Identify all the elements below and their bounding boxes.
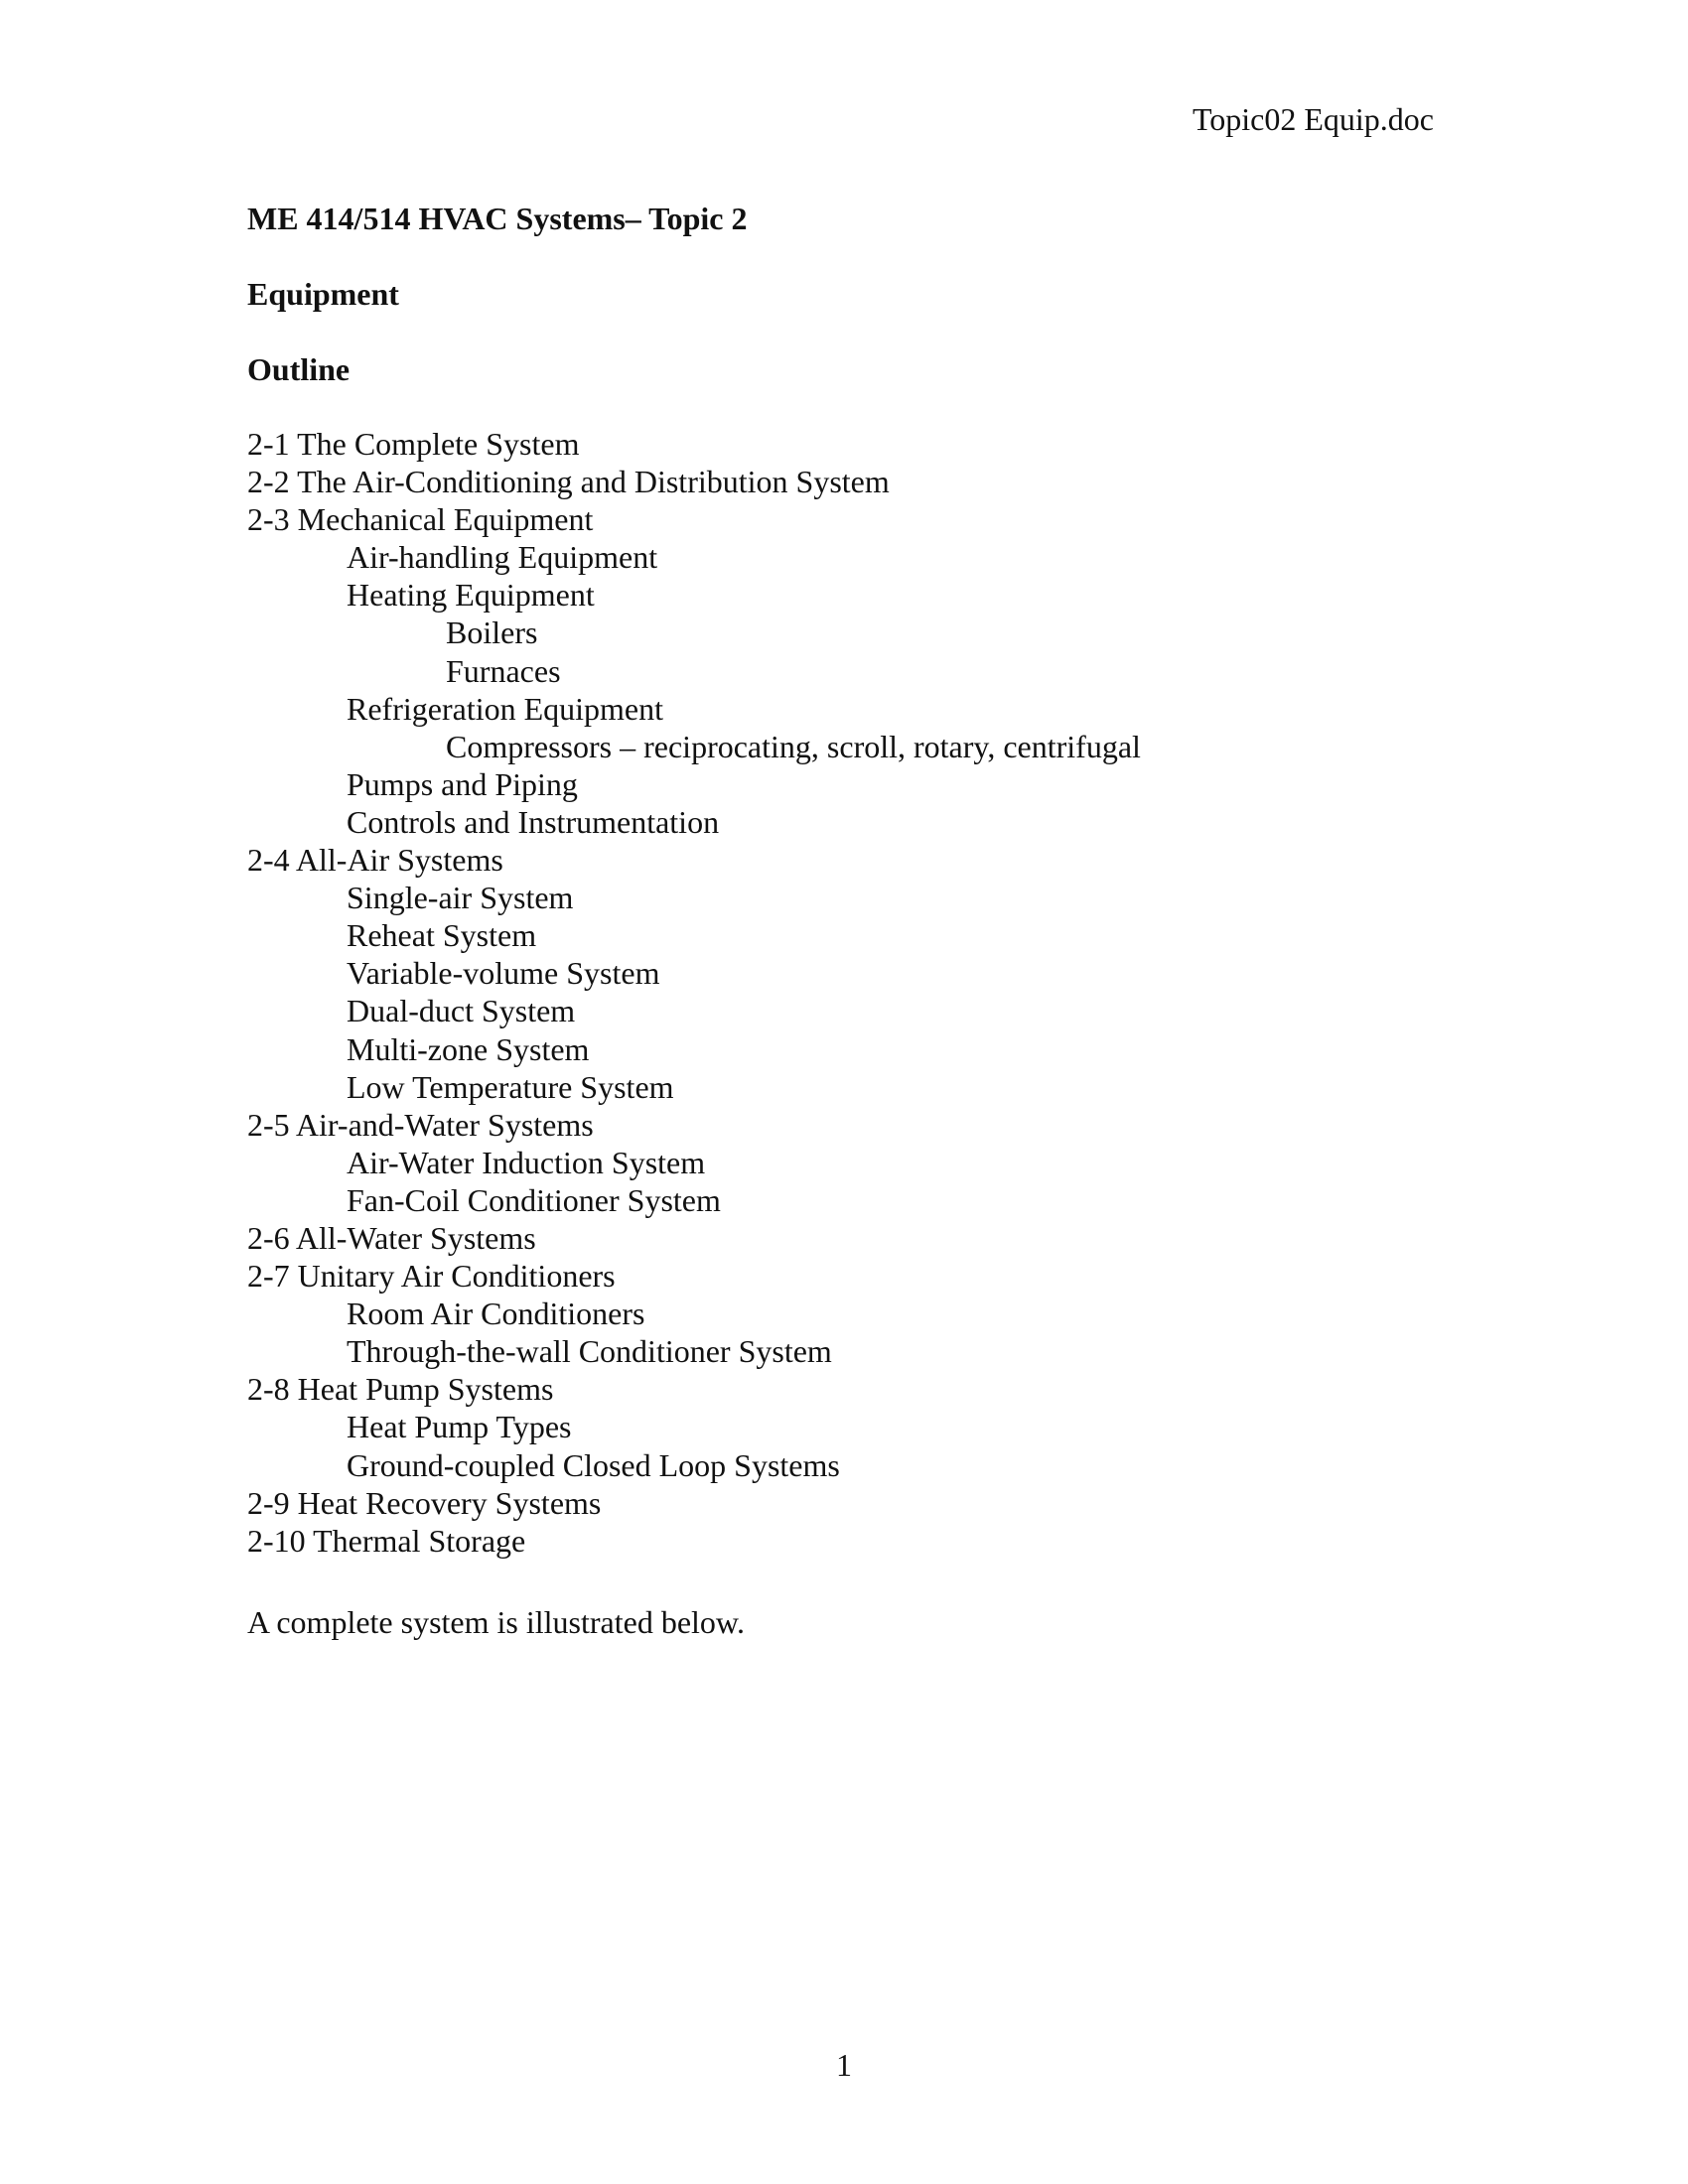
outline-subsection: Refrigeration Equipment — [347, 690, 664, 727]
outline-subsection: Air-Water Induction System — [347, 1144, 706, 1180]
outline-subsubsection: Compressors – reciprocating, scroll, rotary, centrifugal — [446, 728, 1141, 764]
outline-section: 2-6 All-Water Systems — [247, 1219, 536, 1256]
outline-section: 2-1 The Complete System — [247, 426, 580, 462]
outline-section: 2-4 All-Air Systems — [247, 842, 503, 879]
outline-section: 2-10 Thermal Storage — [247, 1522, 526, 1559]
outline-subsection: Air-handling Equipment — [347, 539, 658, 576]
outline-section: 2-3 Mechanical Equipment — [247, 501, 594, 538]
outline-subsection: Room Air Conditioners — [347, 1296, 645, 1332]
outline-subsection: Reheat System — [347, 917, 537, 954]
outline-subsection: Heating Equipment — [347, 577, 595, 614]
outline-subsection: Multi-zone System — [347, 1030, 590, 1067]
outline-section: 2-2 The Air-Conditioning and Distribution System — [247, 464, 890, 500]
outline-section: 2-5 Air-and-Water Systems — [247, 1106, 594, 1143]
outline-subsection: Single-air System — [347, 880, 574, 916]
outline-subsection: Variable-volume System — [347, 955, 660, 992]
outline-heading: Outline — [247, 351, 351, 387]
page-number: 1 — [836, 2047, 852, 2083]
closing-text: A complete system is illustrated below. — [247, 1604, 745, 1640]
document-subtitle: Equipment — [247, 276, 399, 312]
outline-subsection: Low Temperature System — [347, 1068, 674, 1105]
outline-subsection: Fan-Coil Conditioner System — [347, 1181, 721, 1218]
outline-subsubsection: Furnaces — [446, 652, 561, 689]
outline-subsection: Heat Pump Types — [347, 1409, 572, 1445]
outline-subsection: Dual-duct System — [347, 993, 576, 1029]
outline-section: 2-9 Heat Recovery Systems — [247, 1484, 602, 1521]
outline-subsection: Through-the-wall Conditioner System — [347, 1333, 832, 1370]
outline-subsection: Ground-coupled Closed Loop Systems — [347, 1446, 840, 1483]
outline-list — [247, 425, 1141, 1560]
outline-subsubsection: Boilers — [446, 614, 538, 651]
outline-section: 2-8 Heat Pump Systems — [247, 1371, 554, 1408]
header-filename: Topic02 Equip.doc — [1192, 101, 1434, 137]
outline-subsection: Controls and Instrumentation — [347, 803, 720, 840]
outline-section: 2-7 Unitary Air Conditioners — [247, 1258, 616, 1295]
document-title: ME 414/514 HVAC Systems– Topic 2 — [247, 201, 748, 236]
outline-subsection: Pumps and Piping — [347, 765, 578, 802]
